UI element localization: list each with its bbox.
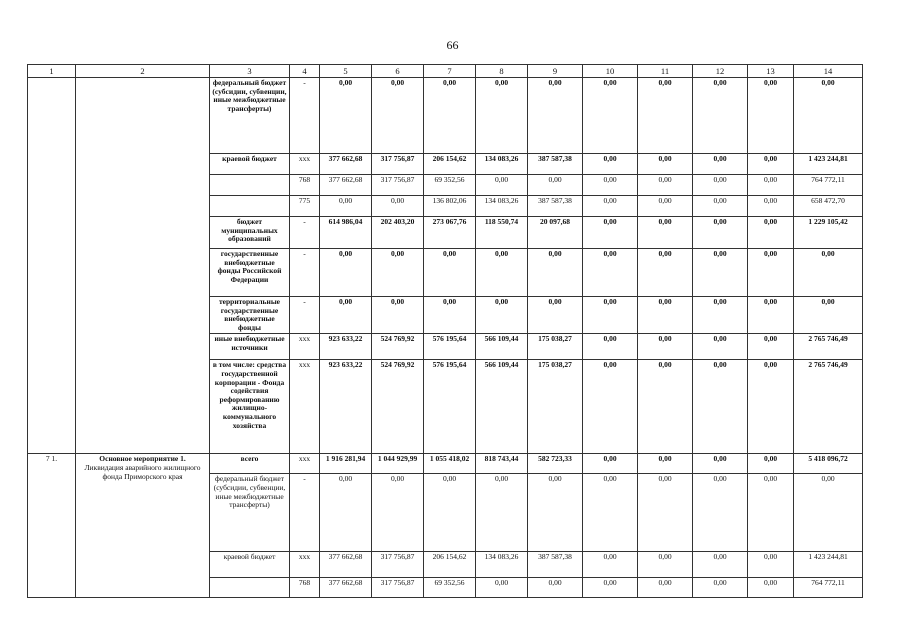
value-cell: 0,00 bbox=[693, 196, 748, 217]
value-cell: 0,00 bbox=[583, 196, 638, 217]
code-cell: ххх bbox=[290, 454, 320, 474]
value-cell: 0,00 bbox=[424, 297, 476, 334]
value-cell: 387 587,38 bbox=[528, 196, 583, 217]
value-cell: 317 756,87 bbox=[372, 175, 424, 196]
funding-source-cell: краевой бюджет bbox=[210, 552, 290, 578]
value-cell: 0,00 bbox=[638, 552, 693, 578]
header-cell: 9 bbox=[528, 65, 583, 78]
header-cell: 6 bbox=[372, 65, 424, 78]
value-cell: 0,00 bbox=[320, 297, 372, 334]
value-cell: 175 038,27 bbox=[528, 334, 583, 360]
value-cell: 0,00 bbox=[476, 578, 528, 598]
header-cell: 13 bbox=[748, 65, 794, 78]
value-cell: 0,00 bbox=[528, 175, 583, 196]
value-cell: 0,00 bbox=[372, 196, 424, 217]
value-cell: 0,00 bbox=[583, 578, 638, 598]
value-cell: 0,00 bbox=[638, 175, 693, 196]
value-cell: 206 154,62 bbox=[424, 154, 476, 175]
value-cell: 0,00 bbox=[528, 474, 583, 552]
value-cell: 0,00 bbox=[638, 454, 693, 474]
value-cell: 0,00 bbox=[320, 249, 372, 297]
value-cell: 0,00 bbox=[748, 578, 794, 598]
value-cell: 0,00 bbox=[476, 78, 528, 154]
value-cell: 576 195,64 bbox=[424, 360, 476, 454]
funding-source-cell: в том числе: средства государственной корпорации - Фонда содействия реформированию жилищно-коммунального хозяйства bbox=[210, 360, 290, 454]
funding-source-cell: всего bbox=[210, 454, 290, 474]
value-cell: 576 195,64 bbox=[424, 334, 476, 360]
value-cell: 0,00 bbox=[748, 474, 794, 552]
row-number-cell bbox=[28, 78, 76, 454]
value-cell: 5 418 096,72 bbox=[794, 454, 863, 474]
value-cell: 764 772,11 bbox=[794, 578, 863, 598]
value-cell: 0,00 bbox=[583, 217, 638, 249]
value-cell: 0,00 bbox=[794, 297, 863, 334]
value-cell: 0,00 bbox=[583, 474, 638, 552]
code-cell: ххх bbox=[290, 334, 320, 360]
value-cell: 0,00 bbox=[583, 249, 638, 297]
value-cell: 377 662,68 bbox=[320, 552, 372, 578]
value-cell: 0,00 bbox=[638, 154, 693, 175]
value-cell: 118 550,74 bbox=[476, 217, 528, 249]
value-cell: 1 423 244,81 bbox=[794, 154, 863, 175]
value-cell: 0,00 bbox=[528, 249, 583, 297]
budget-table bbox=[27, 64, 863, 598]
code-cell: - bbox=[290, 217, 320, 249]
value-cell: 0,00 bbox=[693, 334, 748, 360]
header-cell: 4 bbox=[290, 65, 320, 78]
value-cell: 0,00 bbox=[583, 552, 638, 578]
value-cell: 387 587,38 bbox=[528, 552, 583, 578]
value-cell: 0,00 bbox=[748, 552, 794, 578]
value-cell: 0,00 bbox=[794, 474, 863, 552]
header-cell: 1 bbox=[28, 65, 76, 78]
value-cell: 0,00 bbox=[693, 578, 748, 598]
funding-source-cell bbox=[210, 578, 290, 598]
value-cell: 0,00 bbox=[794, 249, 863, 297]
header-cell: 5 bbox=[320, 65, 372, 78]
value-cell: 1 055 418,02 bbox=[424, 454, 476, 474]
value-cell: 69 352,56 bbox=[424, 578, 476, 598]
value-cell: 0,00 bbox=[638, 334, 693, 360]
code-cell: 775 bbox=[290, 196, 320, 217]
value-cell: 134 083,26 bbox=[476, 154, 528, 175]
value-cell: 0,00 bbox=[748, 249, 794, 297]
value-cell: 0,00 bbox=[424, 249, 476, 297]
header-cell: 7 bbox=[424, 65, 476, 78]
value-cell: 0,00 bbox=[638, 196, 693, 217]
value-cell: 614 986,04 bbox=[320, 217, 372, 249]
code-cell: ххх bbox=[290, 154, 320, 175]
value-cell: 175 038,27 bbox=[528, 360, 583, 454]
header-row bbox=[28, 65, 863, 78]
value-cell: 0,00 bbox=[748, 454, 794, 474]
activity-title-bold: Основное мероприятие 1. bbox=[99, 454, 186, 464]
header-cell: 2 bbox=[76, 65, 210, 78]
code-cell: - bbox=[290, 249, 320, 297]
funding-source-cell: бюджет муниципальных образований bbox=[210, 217, 290, 249]
value-cell: 0,00 bbox=[693, 297, 748, 334]
value-cell: 69 352,56 bbox=[424, 175, 476, 196]
value-cell: 658 472,70 bbox=[794, 196, 863, 217]
header-cell: 3 bbox=[210, 65, 290, 78]
value-cell: 2 765 746,49 bbox=[794, 334, 863, 360]
value-cell: 377 662,68 bbox=[320, 175, 372, 196]
value-cell: 0,00 bbox=[748, 78, 794, 154]
value-cell: 0,00 bbox=[638, 217, 693, 249]
value-cell: 0,00 bbox=[372, 249, 424, 297]
value-cell: 0,00 bbox=[748, 196, 794, 217]
value-cell: 0,00 bbox=[638, 360, 693, 454]
header-cell: 8 bbox=[476, 65, 528, 78]
code-cell: 768 bbox=[290, 175, 320, 196]
value-cell: 0,00 bbox=[320, 78, 372, 154]
code-cell: 768 bbox=[290, 578, 320, 598]
value-cell: 0,00 bbox=[748, 154, 794, 175]
value-cell: 0,00 bbox=[693, 249, 748, 297]
funding-source-cell bbox=[210, 175, 290, 196]
value-cell: 0,00 bbox=[583, 154, 638, 175]
funding-source-cell: федеральный бюджет (субсидии, субвенции, иные межбюджетные трансферты) bbox=[210, 474, 290, 552]
value-cell: 0,00 bbox=[583, 454, 638, 474]
value-cell: 2 765 746,49 bbox=[794, 360, 863, 454]
value-cell: 377 662,68 bbox=[320, 154, 372, 175]
activity-title: Ликвидация аварийного жилищного фонда Приморского края bbox=[84, 462, 201, 481]
value-cell: 566 109,44 bbox=[476, 360, 528, 454]
value-cell: 0,00 bbox=[638, 78, 693, 154]
value-cell: 0,00 bbox=[693, 360, 748, 454]
funding-source-cell: государственные внебюджетные фонды Российской Федерации bbox=[210, 249, 290, 297]
funding-source-cell: иные внебюджетные источники bbox=[210, 334, 290, 360]
value-cell: 0,00 bbox=[693, 217, 748, 249]
code-cell: ххх bbox=[290, 552, 320, 578]
value-cell: 1 044 929,99 bbox=[372, 454, 424, 474]
funding-source-cell bbox=[210, 196, 290, 217]
funding-source-cell: федеральный бюджет (субсидии, субвенции, иные межбюджетные трансферты) bbox=[210, 78, 290, 154]
value-cell: 134 083,26 bbox=[476, 196, 528, 217]
value-cell: 0,00 bbox=[748, 360, 794, 454]
value-cell: 764 772,11 bbox=[794, 175, 863, 196]
header-cell: 11 bbox=[638, 65, 693, 78]
activity-name-cell bbox=[76, 78, 210, 454]
value-cell: 0,00 bbox=[528, 578, 583, 598]
value-cell: 0,00 bbox=[320, 196, 372, 217]
value-cell: 0,00 bbox=[693, 78, 748, 154]
value-cell: 0,00 bbox=[476, 297, 528, 334]
value-cell: 0,00 bbox=[693, 154, 748, 175]
value-cell: 136 802,06 bbox=[424, 196, 476, 217]
value-cell: 20 097,68 bbox=[528, 217, 583, 249]
header-cell: 12 bbox=[693, 65, 748, 78]
value-cell: 206 154,62 bbox=[424, 552, 476, 578]
value-cell: 0,00 bbox=[794, 78, 863, 154]
value-cell: 923 633,22 bbox=[320, 334, 372, 360]
value-cell: 0,00 bbox=[638, 249, 693, 297]
value-cell: 1 229 105,42 bbox=[794, 217, 863, 249]
value-cell: 0,00 bbox=[748, 297, 794, 334]
value-cell: 0,00 bbox=[424, 78, 476, 154]
value-cell: 524 769,92 bbox=[372, 334, 424, 360]
funding-source-cell: территориальные государственные внебюджетные фонды bbox=[210, 297, 290, 334]
value-cell: 0,00 bbox=[476, 249, 528, 297]
value-cell: 0,00 bbox=[476, 175, 528, 196]
value-cell: 566 109,44 bbox=[476, 334, 528, 360]
value-cell: 1 423 244,81 bbox=[794, 552, 863, 578]
page-number: 66 bbox=[446, 38, 459, 52]
header-cell: 14 bbox=[794, 65, 863, 78]
value-cell: 0,00 bbox=[583, 78, 638, 154]
value-cell: 0,00 bbox=[583, 334, 638, 360]
value-cell: 524 769,92 bbox=[372, 360, 424, 454]
value-cell: 1 916 281,94 bbox=[320, 454, 372, 474]
value-cell: 0,00 bbox=[693, 175, 748, 196]
funding-source-cell: краевой бюджет bbox=[210, 154, 290, 175]
value-cell: 317 756,87 bbox=[372, 154, 424, 175]
value-cell: 0,00 bbox=[424, 474, 476, 552]
value-cell: 0,00 bbox=[638, 474, 693, 552]
value-cell: 923 633,22 bbox=[320, 360, 372, 454]
value-cell: 202 403,20 bbox=[372, 217, 424, 249]
value-cell: 0,00 bbox=[320, 474, 372, 552]
value-cell: 317 756,87 bbox=[372, 552, 424, 578]
value-cell: 0,00 bbox=[528, 297, 583, 334]
value-cell: 0,00 bbox=[583, 297, 638, 334]
row-number-cell: 7 1. bbox=[28, 454, 76, 598]
table-row bbox=[28, 78, 863, 154]
value-cell: 0,00 bbox=[693, 474, 748, 552]
activity-name-cell bbox=[76, 454, 210, 598]
value-cell: 273 067,76 bbox=[424, 217, 476, 249]
value-cell: 0,00 bbox=[583, 360, 638, 454]
value-cell: 317 756,87 bbox=[372, 578, 424, 598]
value-cell: 0,00 bbox=[372, 297, 424, 334]
value-cell: 0,00 bbox=[476, 474, 528, 552]
value-cell: 0,00 bbox=[693, 454, 748, 474]
value-cell: 387 587,38 bbox=[528, 154, 583, 175]
code-cell: - bbox=[290, 297, 320, 334]
value-cell: 0,00 bbox=[372, 78, 424, 154]
value-cell: 0,00 bbox=[693, 552, 748, 578]
header-cell: 10 bbox=[583, 65, 638, 78]
value-cell: 0,00 bbox=[372, 474, 424, 552]
value-cell: 0,00 bbox=[528, 78, 583, 154]
value-cell: 0,00 bbox=[638, 578, 693, 598]
value-cell: 0,00 bbox=[748, 334, 794, 360]
code-cell: - bbox=[290, 78, 320, 154]
value-cell: 0,00 bbox=[583, 175, 638, 196]
value-cell: 0,00 bbox=[748, 175, 794, 196]
value-cell: 134 083,26 bbox=[476, 552, 528, 578]
value-cell: 582 723,33 bbox=[528, 454, 583, 474]
code-cell: - bbox=[290, 474, 320, 552]
value-cell: 0,00 bbox=[748, 217, 794, 249]
value-cell: 377 662,68 bbox=[320, 578, 372, 598]
table-row bbox=[28, 454, 863, 474]
code-cell: ххх bbox=[290, 360, 320, 454]
value-cell: 818 743,44 bbox=[476, 454, 528, 474]
value-cell: 0,00 bbox=[638, 297, 693, 334]
